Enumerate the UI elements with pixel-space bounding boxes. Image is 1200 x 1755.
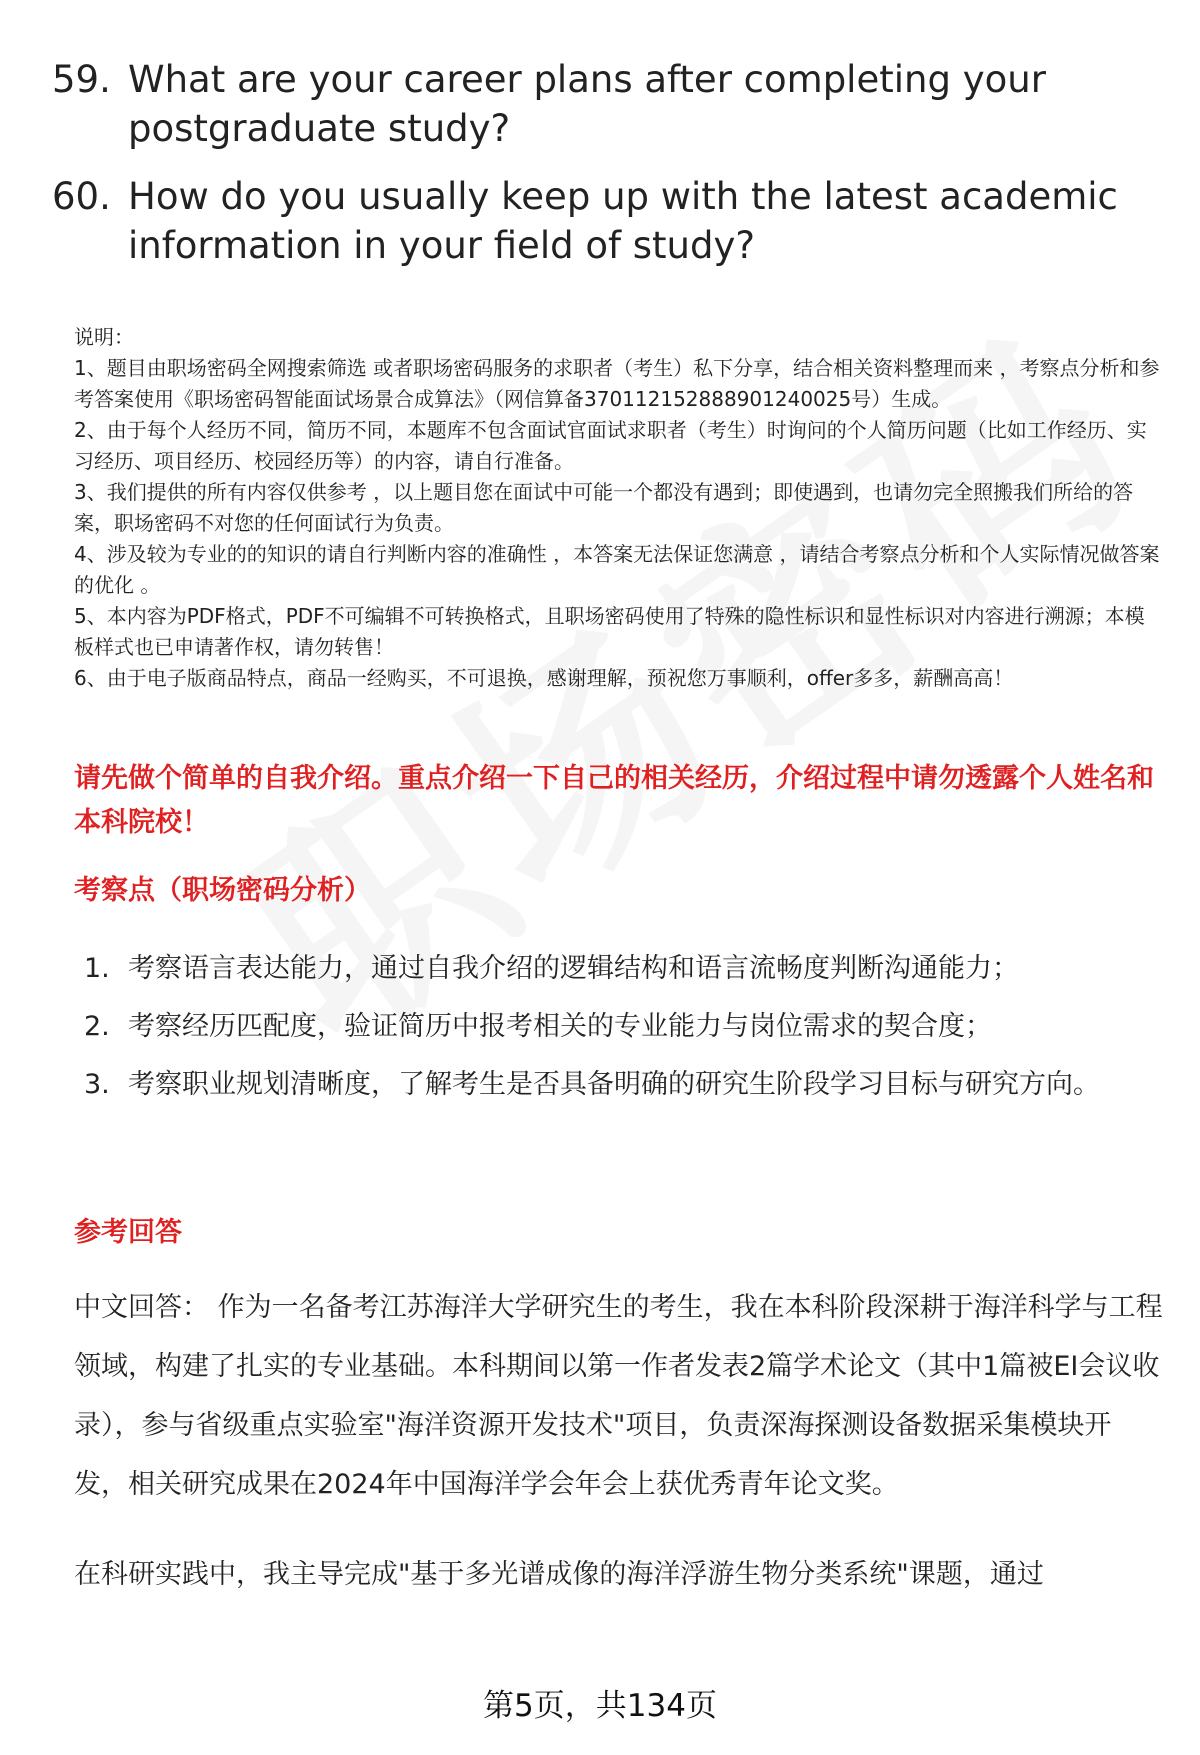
analysis-point <box>84 1056 1164 1114</box>
analysis-heading: 考察点（职场密码分析） <box>74 875 371 906</box>
answer-paragraph: 在科研实践中，我主导完成"基于多光谱成像的海洋浮游生物分类系统"课题，通过 <box>74 1559 1044 1590</box>
question-59 <box>52 55 1162 153</box>
question-text: How do you usually keep up with the latest academic information in your field of study? <box>128 175 1118 267</box>
point-text: 考察语言表达能力，通过自我介绍的逻辑结构和语言流畅度判断沟通能力； <box>128 953 1019 984</box>
page-footer: 第5页，共134页 <box>483 1688 717 1724</box>
question-text: What are your career plans after completing your postgraduate study? <box>128 58 1046 150</box>
analysis-points <box>84 940 1164 1114</box>
point-number: 3. <box>84 1069 110 1100</box>
point-text: 考察职业规划清晰度，了解考生是否具备明确的研究生阶段学习目标与研究方向。 <box>128 1069 1100 1100</box>
point-number: 2. <box>84 1011 110 1042</box>
notes-title: 说明： <box>74 325 134 349</box>
interview-question-heading: 请先做个简单的自我介绍。重点介绍一下自己的相关经历，介绍过程中请勿透露个人姓名和本科院校！ <box>74 763 1154 838</box>
analysis-point <box>84 940 1164 998</box>
answer-body <box>74 1278 1164 1604</box>
point-text: 考察经历匹配度，验证简历中报考相关的专业能力与岗位需求的契合度； <box>128 1011 992 1042</box>
answer-paragraph: 中文回答： 作为一名备考江苏海洋大学研究生的考生，我在本科阶段深耕于海洋科学与工程领域，构建了扎实的专业基础。本科期间以第一作者发表2篇学术论文（其中1篇被EI会议收录），参与省级重点实验室"海洋资源开发技术"项目，负责深海探测设备数据采集模块开发，相关研究成果在2024年中国海洋学会年会上获优秀青年论文奖。 <box>74 1292 1163 1500</box>
note-item: 4、涉及较为专业的的知识的请自行判断内容的准确性 ，本答案无法保证您满意 ，请结合考察点分析和个人实际情况做答案的优化 。 <box>74 542 1160 597</box>
question-number: 59. <box>52 58 111 101</box>
question-60 <box>52 172 1162 270</box>
notes-section <box>74 322 1164 694</box>
note-item: 6、由于电子版商品特点，商品一经购买，不可退换，感谢理解，预祝您万事顺利，offer多多，薪酬高高！ <box>74 666 1014 690</box>
note-item: 5、本内容为PDF格式，PDF不可编辑不可转换格式，且职场密码使用了特殊的隐性标识和显性标识对内容进行溯源；本模板样式也已申请著作权，请勿转售！ <box>74 604 1145 659</box>
point-number: 1. <box>84 953 110 984</box>
answer-heading: 参考回答 <box>74 1217 182 1248</box>
note-item: 1、题目由职场密码全网搜索筛选 或者职场密码服务的求职者（考生）私下分享，结合相关资料整理而来 ，考察点分析和参考答案使用《职场密码智能面试场景合成算法》（网信算备370112152888901240025号）生成。 <box>74 356 1160 411</box>
analysis-point <box>84 998 1164 1056</box>
note-item: 2、由于每个人经历不同，简历不同，本题库不包含面试官面试求职者（考生）时询问的个人简历问题（比如工作经历、实习经历、项目经历、校园经历等）的内容，请自行准备。 <box>74 418 1147 473</box>
note-item: 3、我们提供的所有内容仅供参考 ，以上题目您在面试中可能一个都没有遇到；即使遇到，也请勿完全照搬我们所给的答案，职场密码不对您的任何面试行为负责。 <box>74 480 1134 535</box>
question-number: 60. <box>52 175 111 218</box>
